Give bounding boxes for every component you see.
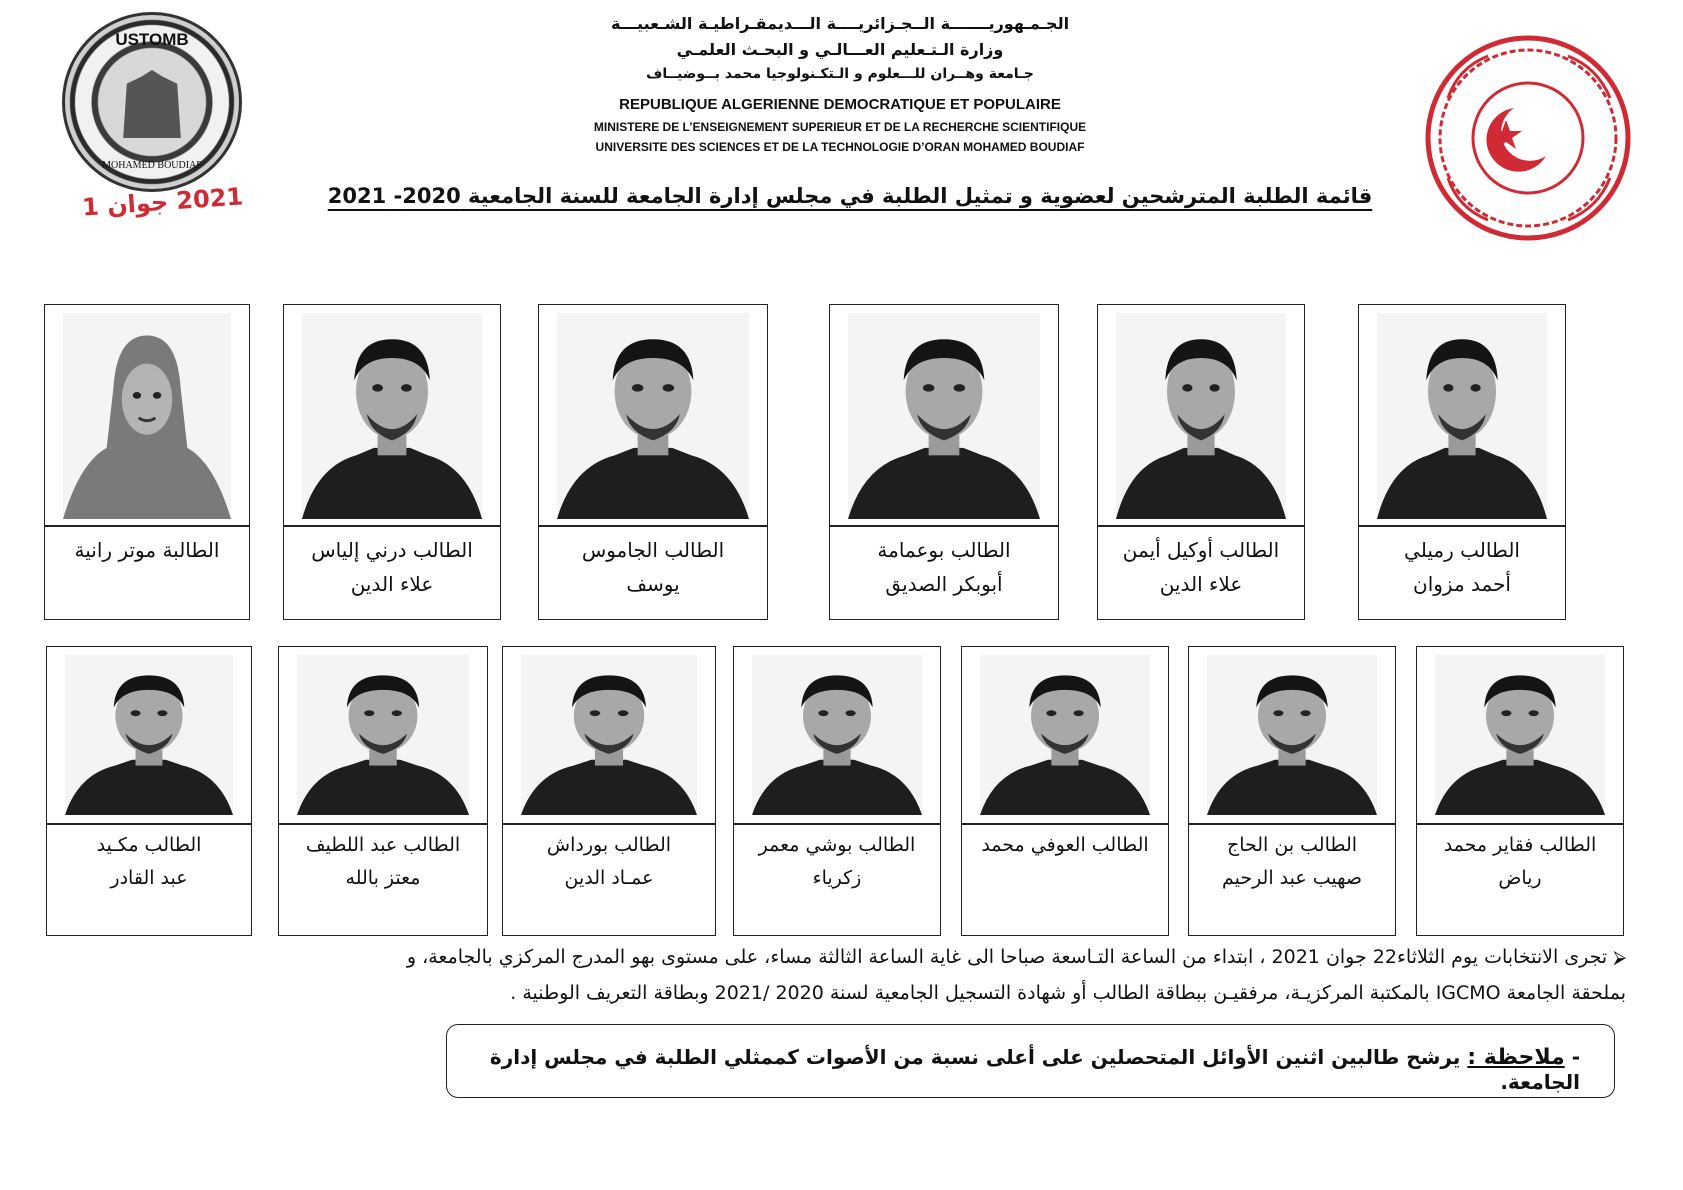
bullet-arrow-icon: ⮚ bbox=[1613, 947, 1626, 968]
candidate-photo bbox=[65, 655, 233, 815]
candidate-name-line1: الطالب بورداش bbox=[546, 834, 672, 856]
header-university-ar: جـامعة وهــران للـــعلوم و الـتكـنولوجيا محمد بــوضيــاف bbox=[646, 66, 1034, 82]
candidate-name-line2: أبوبكر الصديق bbox=[885, 572, 1003, 596]
candidate-name bbox=[1195, 829, 1389, 895]
candidate-photo bbox=[302, 313, 482, 519]
candidate-card bbox=[283, 304, 501, 620]
candidate-card bbox=[502, 646, 716, 936]
candidate-name bbox=[740, 829, 934, 895]
candidate-photo bbox=[1116, 313, 1286, 519]
header-ministry-fr: MINISTERE DE L’ENSEIGNEMENT SUPERIEUR ET DE LA RECHERCHE SCIENTIFIQUE bbox=[593, 120, 1087, 134]
remark-dash: - bbox=[1571, 1045, 1580, 1069]
candidate-name-line1: الطالبة موتر رانية bbox=[74, 538, 220, 562]
candidate-name-line2: علاء الدين bbox=[350, 572, 434, 596]
logo-subtitle: MOHAMED BOUDIAF bbox=[102, 160, 202, 171]
candidate-name-line2: معتز بالله bbox=[345, 867, 421, 889]
candidate-name-line2: عبد القادر bbox=[110, 867, 188, 889]
candidate-card bbox=[1358, 304, 1566, 620]
candidate-name-line1: الطالب درني إلياس bbox=[311, 538, 473, 562]
logo-title: USTOMB bbox=[115, 30, 189, 49]
candidate-name-line1: الطالب مكـيد bbox=[96, 834, 202, 856]
candidate-card bbox=[538, 304, 768, 620]
candidate-card bbox=[733, 646, 941, 936]
remark-body: يرشح طالبين اثنين الأوائل المتحصلين على أعلى نسبة من الأصوات كممثلي الطلبة في مجلس إدارة الجامعة. bbox=[489, 1045, 1580, 1094]
remark-label: ملاحظة : bbox=[1467, 1045, 1565, 1070]
candidate-name-line1: الطالب الجاموس bbox=[581, 538, 725, 562]
header-republic-fr: REPUBLIQUE ALGERIENNE DEMOCRATIQUE ET POPULAIRE bbox=[619, 96, 1061, 113]
candidate-photo bbox=[63, 313, 231, 519]
candidate-name bbox=[285, 829, 481, 895]
candidate-name bbox=[545, 533, 761, 601]
candidate-name-line1: الطالب بوعمامة bbox=[877, 538, 1011, 562]
candidate-name-line1: الطالب بوشي معمر bbox=[758, 834, 916, 856]
candidate-card bbox=[829, 304, 1059, 620]
candidate-name-line1: الطالب رميلي bbox=[1404, 538, 1520, 562]
candidate-name-line2: زكرياء bbox=[812, 867, 862, 889]
candidate-name bbox=[51, 533, 243, 567]
candidate-photo bbox=[557, 313, 749, 519]
date-stamp: 2021 جوان 1 bbox=[81, 182, 244, 222]
candidate-photo bbox=[980, 655, 1150, 815]
candidate-photo bbox=[297, 655, 469, 815]
candidate-card bbox=[1097, 304, 1305, 620]
candidate-name-line1: الطالب بن الحاج bbox=[1226, 834, 1358, 856]
candidate-name bbox=[290, 533, 494, 601]
candidate-name-line1: الطالب عبد اللطيف bbox=[305, 834, 461, 856]
candidate-card bbox=[44, 304, 250, 620]
candidate-name-line1: الطالب فقاير محمد bbox=[1443, 834, 1597, 856]
candidate-card bbox=[961, 646, 1169, 936]
candidate-name-line1: الطالب أوكيل أيمن bbox=[1122, 538, 1280, 562]
candidate-photo bbox=[752, 655, 922, 815]
remark-box bbox=[446, 1024, 1615, 1098]
university-logo bbox=[62, 12, 242, 192]
candidate-name bbox=[53, 829, 245, 895]
candidate-name-line2: عمـاد الدين bbox=[564, 867, 654, 889]
candidate-photo bbox=[1207, 655, 1377, 815]
candidate-name-line2: علاء الدين bbox=[1159, 572, 1243, 596]
official-seal-stamp bbox=[1418, 28, 1638, 248]
candidate-name bbox=[1365, 533, 1559, 601]
candidate-name-line2: يوسف bbox=[626, 572, 680, 596]
header-republic-ar: الجـمـهوريـــــــة الــجـزائريــــة الـــديمقـراطيـة الشـعبيـــة bbox=[610, 14, 1070, 33]
candidate-card bbox=[46, 646, 252, 936]
header-ministry-ar: وزارة الـتـعليم العـــالـي و البحـث العلمـي bbox=[676, 40, 1004, 59]
election-note-line2 bbox=[40, 982, 1626, 1004]
candidate-photo bbox=[848, 313, 1040, 519]
candidate-name bbox=[1104, 533, 1298, 601]
candidate-name bbox=[1423, 829, 1617, 895]
candidate-card bbox=[278, 646, 488, 936]
candidate-name-line1: الطالب العوفي محمد bbox=[981, 834, 1149, 856]
candidate-photo bbox=[1435, 655, 1605, 815]
election-note-text2: بملحقة الجامعة IGCMO بالمكتبة المركزيـة، مرفقيـن ببطاقة الطالب أو شهادة التسجيل الجامعية لسنة 2020 /2021 وبطاقة التعريف الوطنية . bbox=[510, 982, 1626, 1004]
candidate-card bbox=[1188, 646, 1396, 936]
candidate-name-line2: أحمد مزوان bbox=[1413, 572, 1511, 596]
election-note-line1 bbox=[40, 946, 1626, 968]
candidate-name bbox=[836, 533, 1052, 601]
logo-building-image bbox=[116, 70, 188, 138]
candidate-name bbox=[968, 829, 1162, 862]
candidate-photo bbox=[521, 655, 697, 815]
candidate-name bbox=[509, 829, 709, 895]
candidate-name-line2: رياض bbox=[1498, 867, 1542, 889]
candidate-photo bbox=[1377, 313, 1547, 519]
candidate-card bbox=[1416, 646, 1624, 936]
page-title: قائمة الطلبة المترشحين لعضوية و تمثيل الطلبة في مجلس إدارة الجامعة للسنة الجامعية 2020- 2021 bbox=[327, 184, 1373, 208]
candidate-name-line2: صهيب عبد الرحيم bbox=[1221, 867, 1363, 889]
header-university-fr: UNIVERSITE DES SCIENCES ET DE LA TECHNOLOGIE D’ORAN MOHAMED BOUDIAF bbox=[595, 140, 1085, 154]
remark-text bbox=[447, 1045, 1580, 1094]
election-note-text1: تجرى الانتخابات يوم الثلاثاء22 جوان 2021 ، ابتداء من الساعة التـاسعة صباحا الى غاية الساعة الثالثة مساء، على مستوى بهو المدرج المركزي بالجامعة، و bbox=[406, 946, 1608, 968]
